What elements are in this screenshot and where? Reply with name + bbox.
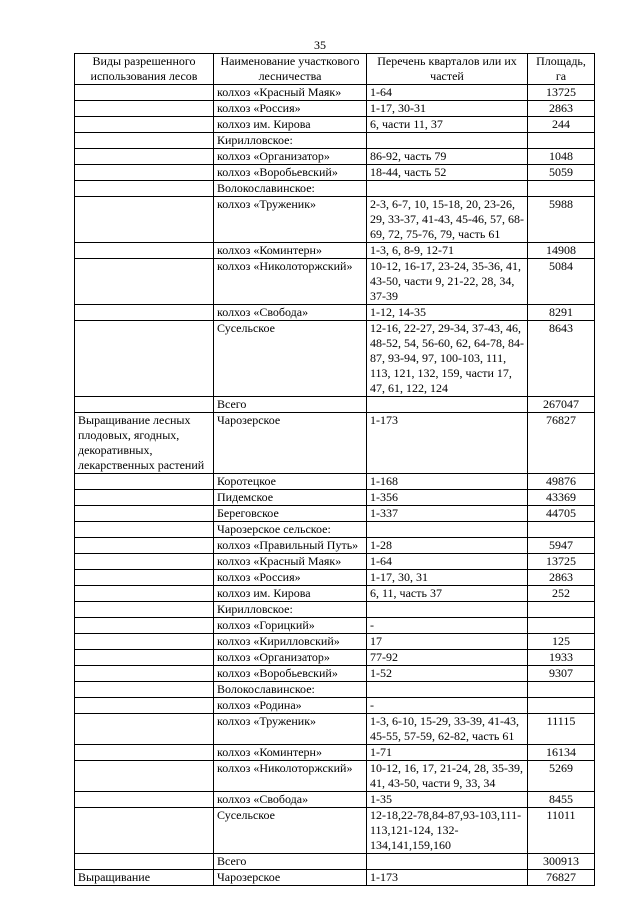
cell-use: Выращивание — [75, 870, 214, 886]
cell-forestry-name: колхоз «Родина» — [214, 698, 367, 714]
cell-forestry-name: колхоз «Россия» — [214, 101, 367, 117]
cell-use — [75, 474, 214, 490]
table-row — [75, 165, 595, 181]
cell-forestry-name: колхоз «Свобода» — [214, 305, 367, 321]
cell-use — [75, 714, 214, 745]
cell-area: 43369 — [528, 490, 595, 506]
table-row — [75, 305, 595, 321]
cell-use — [75, 554, 214, 570]
table-row — [75, 698, 595, 714]
cell-use — [75, 101, 214, 117]
cell-area: 1048 — [528, 149, 595, 165]
cell-forestry-name: Чарозерское — [214, 413, 367, 474]
cell-quarters: 12-16, 22-27, 29-34, 37-43, 46, 48-52, 54, 56-60, 62, 64-78, 84-87, 93-94, 97, 100-103, 111, 113, 121, 132, 159, части 17, 47, 61, 122, 124 — [367, 321, 528, 397]
cell-quarters — [367, 522, 528, 538]
cell-area: 5084 — [528, 259, 595, 305]
cell-quarters: 1-28 — [367, 538, 528, 554]
cell-quarters: 1-173 — [367, 870, 528, 886]
table-row — [75, 181, 595, 197]
cell-use — [75, 634, 214, 650]
cell-forestry-name: Волокославинское: — [214, 181, 367, 197]
cell-forestry-name: колхоз «Труженик» — [214, 714, 367, 745]
cell-use — [75, 618, 214, 634]
cell-area: 5947 — [528, 538, 595, 554]
cell-forestry-name: Чарозерское — [214, 870, 367, 886]
table-row — [75, 554, 595, 570]
cell-use — [75, 538, 214, 554]
cell-use — [75, 321, 214, 397]
cell-forestry-name: Чарозерское сельское: — [214, 522, 367, 538]
header-area: Площадь, га — [528, 54, 595, 85]
table-row — [75, 634, 595, 650]
cell-quarters: 1-17, 30-31 — [367, 101, 528, 117]
cell-area: 8455 — [528, 792, 595, 808]
cell-forestry-name: колхоз им. Кирова — [214, 117, 367, 133]
table-row — [75, 666, 595, 682]
header-name: Наименование участкового лесничества — [214, 54, 367, 85]
table-row — [75, 682, 595, 698]
cell-forestry-name: колхоз «Организатор» — [214, 149, 367, 165]
table-row — [75, 149, 595, 165]
cell-area: 44705 — [528, 506, 595, 522]
forest-use-table — [74, 53, 595, 886]
cell-use — [75, 808, 214, 854]
cell-quarters — [367, 854, 528, 870]
cell-use — [75, 133, 214, 149]
cell-forestry-name: Сусельское — [214, 808, 367, 854]
cell-forestry-name: колхоз «Правильный Путь» — [214, 538, 367, 554]
cell-quarters: - — [367, 698, 528, 714]
cell-forestry-name: колхоз «Коминтерн» — [214, 745, 367, 761]
table-row — [75, 570, 595, 586]
cell-area: 13725 — [528, 554, 595, 570]
cell-forestry-name: колхоз «Красный Маяк» — [214, 554, 367, 570]
cell-area — [528, 698, 595, 714]
cell-forestry-name: Пидемское — [214, 490, 367, 506]
cell-forestry-name: Волокославинское: — [214, 682, 367, 698]
cell-use — [75, 650, 214, 666]
cell-forestry-name: Кирилловское: — [214, 133, 367, 149]
cell-forestry-name: колхоз «Горицкий» — [214, 618, 367, 634]
cell-use — [75, 181, 214, 197]
cell-use — [75, 506, 214, 522]
table-row — [75, 586, 595, 602]
table-row — [75, 602, 595, 618]
table-row — [75, 761, 595, 792]
cell-area: 76827 — [528, 870, 595, 886]
table-row — [75, 618, 595, 634]
cell-area: 8643 — [528, 321, 595, 397]
table-row — [75, 714, 595, 745]
cell-forestry-name: Всего — [214, 397, 367, 413]
cell-area: 244 — [528, 117, 595, 133]
cell-area: 13725 — [528, 85, 595, 101]
cell-area: 2863 — [528, 101, 595, 117]
page-number: 35 — [314, 38, 326, 52]
cell-use — [75, 197, 214, 243]
cell-use — [75, 117, 214, 133]
table-row — [75, 197, 595, 243]
cell-area: 267047 — [528, 397, 595, 413]
cell-use — [75, 522, 214, 538]
cell-use — [75, 165, 214, 181]
cell-quarters: 1-337 — [367, 506, 528, 522]
header-use: Виды разрешенного использования лесов — [75, 54, 214, 85]
cell-quarters: 1-3, 6-10, 15-29, 33-39, 41-43, 45-55, 57-59, 62-82, часть 61 — [367, 714, 528, 745]
cell-quarters: 12-18,22-78,84-87,93-103,111-113,121-124, 132-134,141,159,160 — [367, 808, 528, 854]
table-row — [75, 243, 595, 259]
cell-quarters: 1-173 — [367, 413, 528, 474]
cell-forestry-name: колхоз «Свобода» — [214, 792, 367, 808]
cell-forestry-name: колхоз им. Кирова — [214, 586, 367, 602]
cell-quarters: 1-168 — [367, 474, 528, 490]
cell-quarters: 6, 11, часть 37 — [367, 586, 528, 602]
cell-quarters: 1-17, 30, 31 — [367, 570, 528, 586]
cell-area: 2863 — [528, 570, 595, 586]
table-row — [75, 745, 595, 761]
table-row — [75, 133, 595, 149]
cell-forestry-name: Береговское — [214, 506, 367, 522]
cell-forestry-name: колхоз «Организатор» — [214, 650, 367, 666]
cell-use — [75, 698, 214, 714]
cell-forestry-name: колхоз «Воробьевский» — [214, 666, 367, 682]
table-body — [75, 85, 595, 886]
cell-use — [75, 490, 214, 506]
cell-quarters — [367, 397, 528, 413]
table-row — [75, 397, 595, 413]
cell-use — [75, 149, 214, 165]
cell-quarters: 1-71 — [367, 745, 528, 761]
cell-forestry-name: Всего — [214, 854, 367, 870]
cell-quarters — [367, 682, 528, 698]
cell-forestry-name: колхоз «Россия» — [214, 570, 367, 586]
cell-forestry-name: колхоз «Кирилловский» — [214, 634, 367, 650]
cell-quarters: 10-12, 16, 17, 21-24, 28, 35-39, 41, 43-50, части 9, 33, 34 — [367, 761, 528, 792]
table-row — [75, 650, 595, 666]
table-row — [75, 413, 595, 474]
cell-forestry-name: колхоз «Коминтерн» — [214, 243, 367, 259]
table-header-row — [75, 54, 595, 85]
cell-area: 300913 — [528, 854, 595, 870]
cell-quarters: 6, части 11, 37 — [367, 117, 528, 133]
cell-quarters — [367, 602, 528, 618]
table-row — [75, 321, 595, 397]
cell-use — [75, 682, 214, 698]
cell-use — [75, 586, 214, 602]
cell-area — [528, 522, 595, 538]
cell-use — [75, 570, 214, 586]
cell-quarters: 1-64 — [367, 85, 528, 101]
header-quarters: Перечень кварталов или их частей — [367, 54, 528, 85]
cell-area: 5059 — [528, 165, 595, 181]
cell-area: 5988 — [528, 197, 595, 243]
cell-area: 8291 — [528, 305, 595, 321]
table-row — [75, 870, 595, 886]
cell-quarters — [367, 181, 528, 197]
cell-use — [75, 259, 214, 305]
cell-quarters: 1-52 — [367, 666, 528, 682]
table-row — [75, 474, 595, 490]
cell-quarters: 77-92 — [367, 650, 528, 666]
cell-area — [528, 602, 595, 618]
cell-use — [75, 602, 214, 618]
cell-quarters: 17 — [367, 634, 528, 650]
cell-quarters: 2-3, 6-7, 10, 15-18, 20, 23-26, 29, 33-37, 41-43, 45-46, 57, 68-69, 72, 75-76, 79, часть 61 — [367, 197, 528, 243]
cell-quarters: 1-3, 6, 8-9, 12-71 — [367, 243, 528, 259]
cell-area: 49876 — [528, 474, 595, 490]
cell-use — [75, 792, 214, 808]
cell-quarters: 1-356 — [367, 490, 528, 506]
cell-use: Выращивание лесных плодовых, ягодных, декоративных, лекарственных растений — [75, 413, 214, 474]
table-row — [75, 117, 595, 133]
cell-forestry-name: колхоз «Николоторжский» — [214, 259, 367, 305]
cell-forestry-name: Коротецкое — [214, 474, 367, 490]
table-row — [75, 101, 595, 117]
cell-forestry-name: колхоз «Красный Маяк» — [214, 85, 367, 101]
cell-use — [75, 305, 214, 321]
cell-quarters: 10-12, 16-17, 23-24, 35-36, 41, 43-50, части 9, 21-22, 28, 34, 37-39 — [367, 259, 528, 305]
cell-quarters: 86-92, часть 79 — [367, 149, 528, 165]
cell-area: 252 — [528, 586, 595, 602]
cell-forestry-name: колхоз «Воробьевский» — [214, 165, 367, 181]
cell-area: 125 — [528, 634, 595, 650]
table-row — [75, 854, 595, 870]
cell-use — [75, 761, 214, 792]
cell-use — [75, 745, 214, 761]
table-row — [75, 85, 595, 101]
cell-area: 76827 — [528, 413, 595, 474]
cell-area — [528, 682, 595, 698]
cell-area — [528, 133, 595, 149]
cell-forestry-name: колхоз «Николоторжский» — [214, 761, 367, 792]
cell-area: 5269 — [528, 761, 595, 792]
cell-use — [75, 397, 214, 413]
cell-use — [75, 666, 214, 682]
table-row — [75, 808, 595, 854]
cell-area — [528, 618, 595, 634]
cell-area: 11011 — [528, 808, 595, 854]
table-row — [75, 538, 595, 554]
cell-forestry-name: Сусельское — [214, 321, 367, 397]
cell-use — [75, 85, 214, 101]
cell-area: 14908 — [528, 243, 595, 259]
cell-quarters: 18-44, часть 52 — [367, 165, 528, 181]
cell-use — [75, 854, 214, 870]
cell-use — [75, 243, 214, 259]
cell-area — [528, 181, 595, 197]
table-row — [75, 506, 595, 522]
cell-quarters: 1-12, 14-35 — [367, 305, 528, 321]
cell-quarters — [367, 133, 528, 149]
table-row — [75, 259, 595, 305]
table-row — [75, 490, 595, 506]
cell-area: 9307 — [528, 666, 595, 682]
cell-quarters: 1-35 — [367, 792, 528, 808]
cell-forestry-name: колхоз «Труженик» — [214, 197, 367, 243]
table-row — [75, 522, 595, 538]
cell-area: 11115 — [528, 714, 595, 745]
table-row — [75, 792, 595, 808]
cell-quarters: - — [367, 618, 528, 634]
cell-area: 1933 — [528, 650, 595, 666]
cell-quarters: 1-64 — [367, 554, 528, 570]
cell-area: 16134 — [528, 745, 595, 761]
cell-forestry-name: Кирилловское: — [214, 602, 367, 618]
